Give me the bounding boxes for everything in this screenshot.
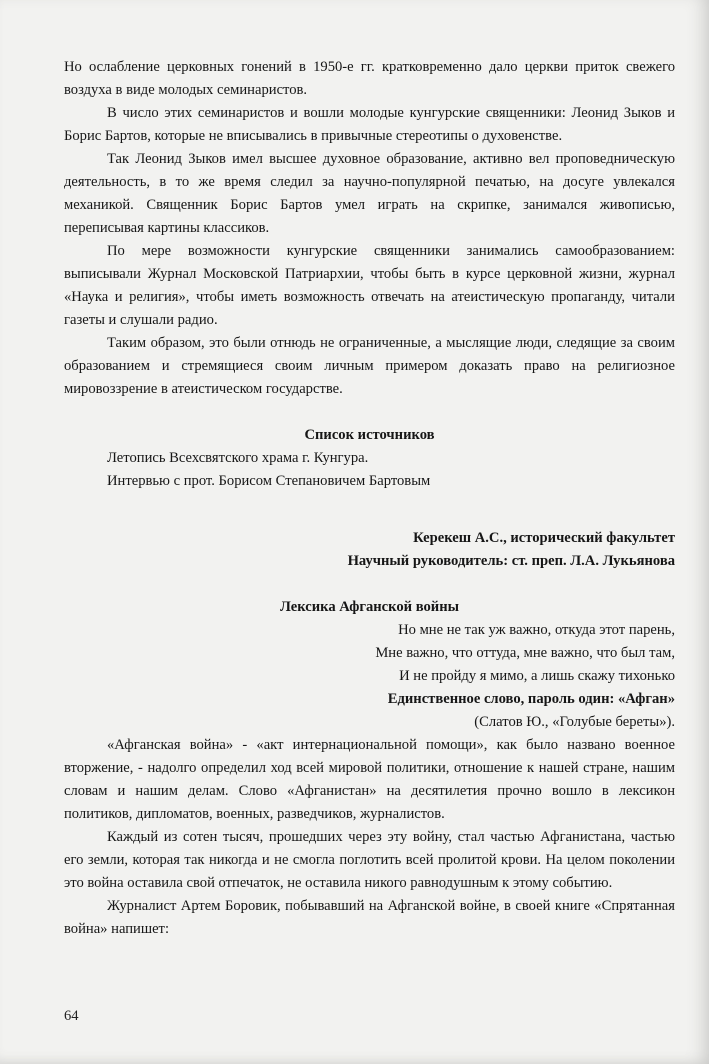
paragraph: Журналист Артем Боровик, побывавший на Афганской войне, в своей книге «Спрятанная война» напишет: — [64, 898, 675, 937]
epigraph-line: И не пройду я мимо, а лишь скажу тихонько — [399, 668, 675, 684]
paragraph: Каждый из сотен тысяч, прошедших через эту войну, стал частью Афганистана, частью его земли, которая так никогда и не смогла поглотить всей пролитой крови. На целом поколении это война оставила свой отпечаток, не оставила никого равнодушным к этому событию. — [64, 829, 675, 891]
paragraph: Таким образом, это были отнюдь не ограниченные, а мыслящие люди, следящие за своим образованием и стремящиеся своим личным примером доказать право на религиозное мировоззрение в атеистическом государстве. — [64, 335, 675, 397]
epigraph-line-bold: Единственное слово, пароль один: «Афган» — [387, 691, 675, 707]
paragraph: «Афганская война» - «акт интернациональной помощи», как было названо военное вторжение, - надолго определил ход всей мировой политики, отношение к нашей стране, нашим словам и нашим делам. Слово «Афганистан» на десятилетия прочно вошло в лексикон политиков, дипломатов, военных, разведчиков, журналистов. — [64, 737, 675, 822]
article-author: Керекеш А.С., исторический факультет — [413, 530, 675, 546]
source-item: Летопись Всехсвятского храма г. Кунгура. — [107, 450, 369, 466]
paragraph: В число этих семинаристов и вошли молодые кунгурские священники: Леонид Зыков и Борис Бартов, которые не вписывались в привычные стереотипы о духовенстве. — [64, 105, 675, 144]
paragraph: По мере возможности кунгурские священники занимались самообразованием: выписывали Журнал Московской Патриархии, чтобы быть в курсе церковной жизни, журнал «Наука и религия», чтобы иметь возможность отвечать на атеистическую пропаганду, читали газеты и слушали радио. — [64, 243, 675, 328]
sources-heading: Список источников — [304, 427, 435, 443]
paragraph: Так Леонид Зыков имел высшее духовное образование, активно вел проповедническую деятельность, в то же время следил за научно-популярной печатью, на досуге увлекался механикой. Священник Борис Бартов умел играть на скрипке, занимался живописью, переписывая картины классиков. — [64, 151, 675, 236]
paragraph: Но ослабление церковных гонений в 1950-е гг. кратковременно дало церкви приток свежего воздуха в виде молодых семинаристов. — [64, 59, 675, 98]
source-item: Интервью с прот. Борисом Степановичем Бартовым — [107, 473, 431, 489]
article-title: Лексика Афганской войны — [279, 599, 460, 615]
epigraph-line: Но мне не так уж важно, откуда этот парень, — [398, 622, 675, 638]
article-advisor: Научный руководитель: ст. преп. Л.А. Лукьянова — [347, 553, 675, 569]
epigraph-line: Мне важно, что оттуда, мне важно, что был там, — [375, 645, 675, 661]
text-column — [64, 56, 675, 941]
epigraph-source: (Слатов Ю., «Голубые береты»). — [474, 714, 675, 730]
page-number: 64 — [64, 1008, 79, 1024]
